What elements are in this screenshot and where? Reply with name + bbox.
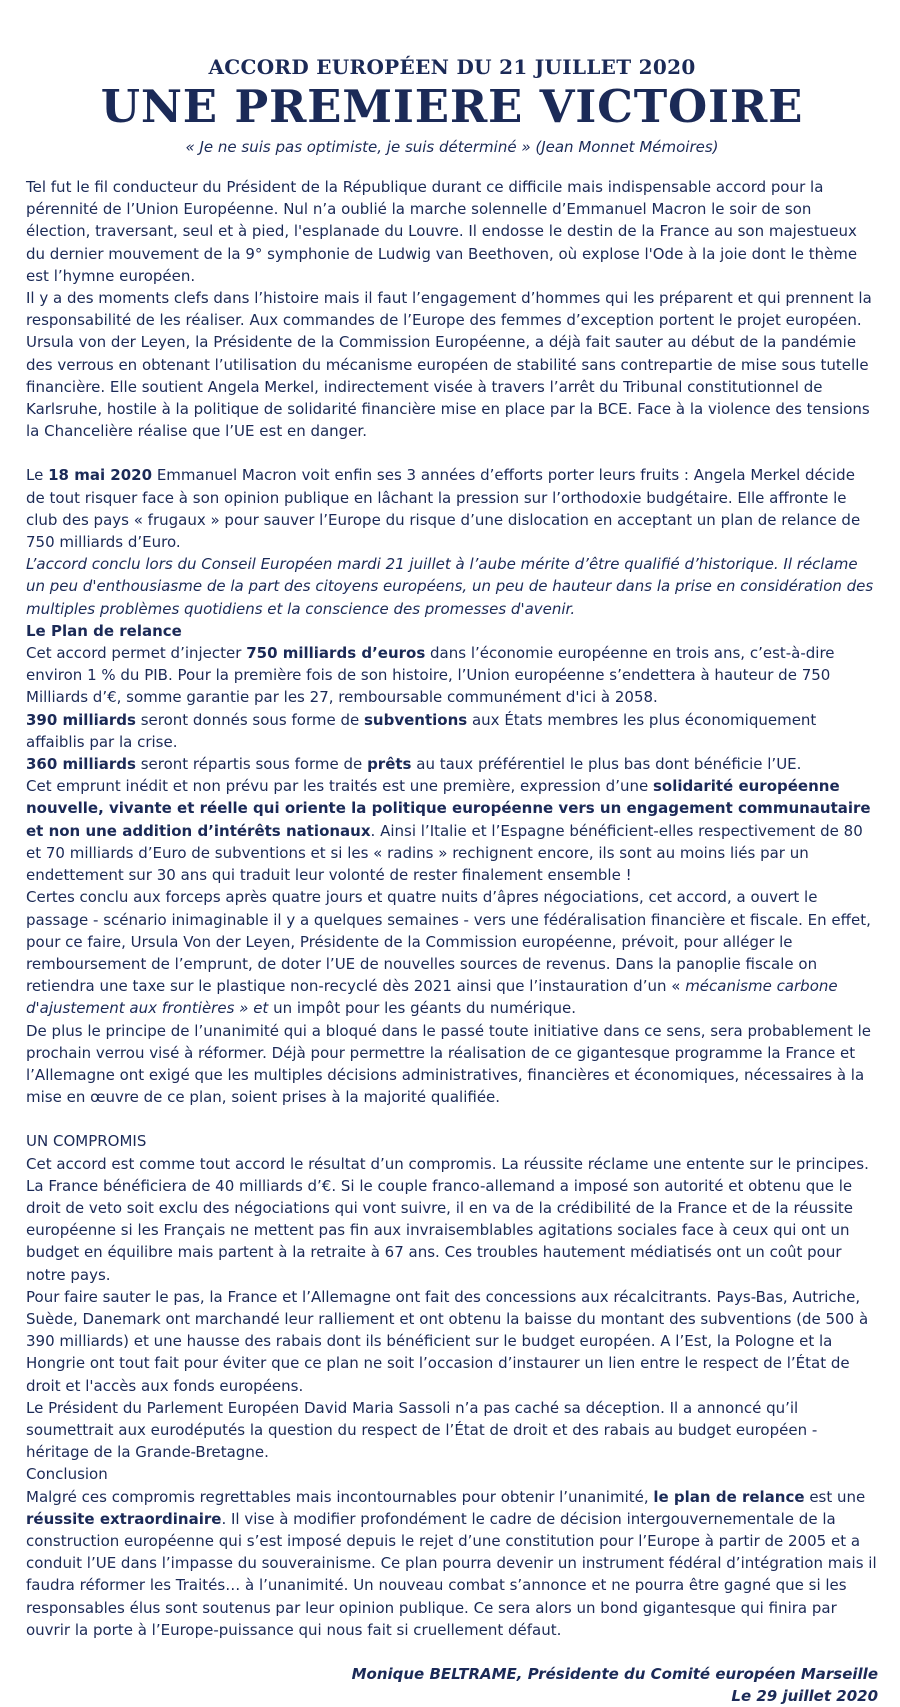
may-date: 18 mai 2020	[48, 466, 153, 485]
signature-author: Monique BELTRAME, Présidente du Comité européen Marseille	[351, 1665, 878, 1683]
conclusion-mid: est une	[804, 1487, 866, 1506]
document-kicker: ACCORD EUROPÉEN DU 21 JUILLET 2020	[208, 55, 696, 79]
plan-p3-mid: seront répartis sous forme de	[135, 755, 368, 774]
plan-paragraph-6: De plus le principe de l’unanimité qui a bloqué dans le passé toute initiative dans ce sens, sera probablement le prochain verrou visé à réformer. Déjà pour permettre la réalisation de ce gigantesque programme la France et l’Allemagne ont exigé que les multiples décisions administratives, financières et économiques, nécessaires à la mise en œuvre de ce plan, soient prises à la majorité qualifiée.	[26, 1021, 872, 1107]
may-rest: Emmanuel Macron voit enfin ses 3 années d’efforts porter leurs fruits : Angela Merkel décide de tout risquer face à son opinion publique en lâchant la pression sur l’orthodoxie budgétaire. Elle affronte le club des pays « frugaux » pour sauver l’Europe du risque d’une dislocation en acceptant un plan de relance de 750 milliards d’Euro.	[26, 466, 861, 552]
plan-p4-bold: solidarité européenne nouvelle, vivante et réelle qui oriente la politique européenne vers un engagement communautaire et non une addition d’intérêts nationaux	[26, 777, 871, 840]
conclusion-rest: . Il vise à modifier profondément le cadre de décision intergouvernementale de la construction européenne qui s’est imposé depuis le rejet d’une constitution pour l’Europe à partir de 2005 et a conduit l’UE dans l’impasse du souverainisme. Ce plan pourra devenir un instrument fédéral d’intégration mais il faudra réformer les Traités… à l’unanimité. Un nouveau combat s’annonce et ne pourra être gagné que si les responsables élus sont soutenus par leur opinion publique. Ce sera alors un bond gigantesque qui finira par ouvrir la porte à l’Europe-puissance qui nous fait si cruellement défaut.	[26, 1509, 877, 1639]
plan-paragraph-1	[26, 642, 878, 709]
spacer	[26, 442, 878, 464]
plan-paragraph-4	[26, 775, 878, 886]
plan-p3-rest: au taux préférentiel le plus bas dont bénéficie l’UE.	[411, 755, 802, 774]
conclusion-bold-1: le plan de relance	[653, 1487, 805, 1506]
signature-block	[26, 1663, 878, 1707]
plan-paragraph-2	[26, 709, 878, 753]
plan-p2-bold2: subventions	[364, 710, 468, 729]
plan-p1-bold: 750 milliards d’euros	[246, 644, 426, 663]
accord-italic-paragraph	[26, 553, 878, 620]
plan-p3-bold2: prêts	[367, 755, 412, 774]
conclusion-pre: Malgré ces compromis regrettables mais incontournables pour obtenir l’unanimité,	[26, 1487, 654, 1506]
spacer	[26, 1108, 878, 1130]
plan-p5-pre: Certes conclu aux forceps après quatre jours et quatre nuits d’âpres négociations, cet accord, a ouvert le passage - scénario inimaginable il y a quelques semaines - vers une fédéralisation financière et fiscale. En effet, pour ce faire, Ursula Von der Leyen, Présidente de la Commission européenne, prévoit, pour alléger le remboursement de l’emprunt, de doter l’UE de nouvelles sources de revenus. Dans la panoplie fiscale on retiendra une taxe sur le plastique non-recyclé dès 2021 ainsi que l’instauration d’un «	[26, 888, 871, 996]
intro-paragraph-1: Tel fut le fil conducteur du Président de la République durant ce difficile mais indispensable accord pour la pérennité de l’Union Européenne. Nul n’a oublié la marche solennelle d’Emmanuel Macron le soir de son élection, traversant, seul et à pied, l'esplanade du Louvre. Il endosse le destin de la France au son majestueux du dernier mouvement de la 9° symphonie de Ludwig van Beethoven, où explose l'Ode à la joie dont le thème est l’hymne européen.	[26, 178, 858, 285]
compromis-paragraph-1: Cet accord est comme tout accord le résultat d’un compromis. La réussite réclame une entente sur le principes. La France bénéficiera de 40 milliards d’€. Si le couple franco-allemand a imposé son autorité et obtenu que le droit de veto soit exclu des négociations qui vont suivre, il en va de la crédibilité de la France et de la réussite européenne si les Français ne mettent pas fin aux invraisemblables agitations sociales face à ceux qui ont un budget en équilibre mais partent à la retraite à 67 ans. Ces troubles hautement médiatisés ont un coût pour notre pays.	[26, 1154, 869, 1284]
accord-italic-text: L’accord conclu lors du Conseil Européen mardi 21 juillet à l’aube mérite d’être qualifié d’historique. Il réclame un peu d'enthousiasme de la part des citoyens européens, un peu de hauteur dans la prise en considération des multiples problèmes quotidiens et la conscience des promesses d'avenir.	[26, 555, 874, 618]
plan-p2-mid: seront donnés sous forme de	[135, 710, 364, 729]
compromis-paragraph-2: Pour faire sauter le pas, la France et l’Allemagne ont fait des concessions aux récalcitrants. Pays-Bas, Autriche, Suède, Danemark ont marchandé leur ralliement et ont obtenu la baisse du montant des subventions (de 500 à 390 milliards) et une hausse des rabais dont ils bénéficient sur le budget européen. A l’Est, la Pologne et la Hongrie ont tout fait pour éviter que ce plan ne soit l’occasion d’instaurer un lien entre le respect de l’État de droit et l'accès aux fonds européens.	[26, 1287, 869, 1395]
plan-heading-text: Le Plan de relance	[26, 621, 182, 640]
plan-paragraph-3	[26, 753, 878, 775]
plan-p2-bold: 390 milliards	[26, 710, 136, 729]
conclusion-bold-2: réussite extraordinaire	[26, 1509, 222, 1528]
signature-date: Le 29 juillet 2020	[731, 1687, 878, 1706]
plan-p5-italic: mécanisme carbone d'ajustement aux frontières » et	[26, 977, 838, 1018]
plan-p1-pre: Cet accord permet d’injecter	[26, 644, 247, 663]
conclusion-heading: Conclusion	[26, 1465, 108, 1484]
plan-heading	[26, 620, 878, 642]
plan-p5-rest: un impôt pour les géants du numérique.	[268, 999, 577, 1018]
compromis-paragraph-3: Le Président du Parlement Européen David Maria Sassoli n’a pas caché sa déception. Il a annoncé qu’il soumettrait aux eurodéputés la question du respect de l’État de droit et des rabais au budget européen - héritage de la Grande-Bretagne.	[26, 1398, 818, 1462]
plan-p4-rest: . Ainsi l’Italie et l’Espagne bénéficient-elles respectivement de 80 et 70 milliards d’Euro de subventions et si les « radins » rechignent encore, ils sont au moins liés par un endettement sur 30 ans qui traduit leur volonté de rester finalement ensemble !	[26, 821, 863, 885]
plan-p2-rest: aux États membres les plus économiquement affaiblis par la crise.	[26, 710, 817, 751]
conclusion-paragraph	[26, 1486, 878, 1641]
may-pre: Le	[26, 466, 49, 485]
epigraph-quote: « Je ne suis pas optimiste, je suis déterminé » (Jean Monnet Mémoires)	[185, 138, 719, 156]
intro-paragraph-2: Il y a des moments clefs dans l’histoire mais il faut l’engagement d’hommes qui les préparent et qui prennent la responsabilité de les réaliser. Aux commandes de l’Europe des femmes d’exception portent le projet européen. Ursula von der Leyen, la Présidente de la Commission Européenne, a déjà fait sauter au début de la pandémie des verrous en obtenant l’utilisation du mécanisme européen de stabilité sans contrepartie de mise sous tutelle financière. Elle soutient Angela Merkel, indirectement visée à travers l’arrêt du Tribunal constitutionnel de Karlsruhe, hostile à la politique de solidarité financière mise en place par la BCE. Face à la violence des tensions la Chancelière réalise que l’UE est en danger.	[26, 289, 872, 441]
plan-p4-pre: Cet emprunt inédit et non prévu par les traités est une première, expression d’une	[26, 777, 653, 796]
compromis-heading: UN COMPROMIS	[26, 1132, 147, 1151]
plan-p3-bold: 360 milliards	[26, 755, 136, 774]
document-title: UNE PREMIERE VICTOIRE	[100, 80, 804, 133]
plan-paragraph-5	[26, 886, 878, 1019]
may-paragraph	[26, 464, 878, 553]
plan-p1-rest: dans l’économie européenne en trois ans, c’est-à-dire environ 1 % du PIB. Pour la première fois de son histoire, l’Union européenne s’endettera à hauteur de 750 Milliards d’€, somme garantie par les 27, remboursable communément d'ici à 2058.	[26, 644, 835, 707]
